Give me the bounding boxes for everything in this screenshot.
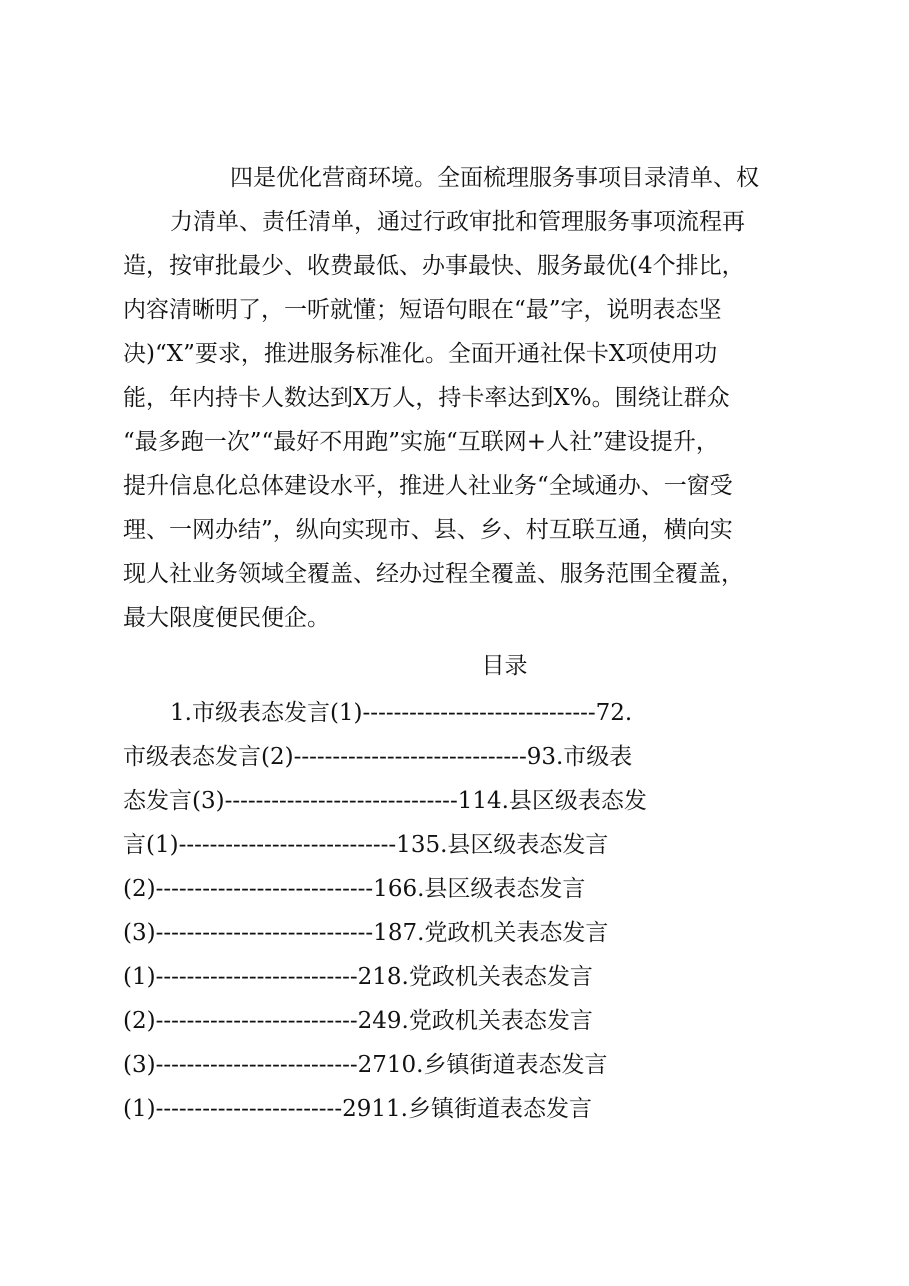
- paragraph-line: 内容清晰明了，一听就懂；短语句眼在“最”字，说明表态坚: [123, 297, 722, 323]
- toc-line: (2)----------------------------166.县区级表态发言: [123, 876, 586, 902]
- paragraph-line: 理、一网办结”，纵向实现市、县、乡、村互联互通，横向实: [123, 517, 733, 543]
- toc-line: 1.市级表态发言(1)------------------------------72.: [170, 700, 633, 726]
- paragraph-line: 力清单、责任清单，通过行政审批和管理服务事项流程再: [170, 209, 745, 235]
- paragraph-line: 造，按审批最少、收费最低、办事最快、服务最优(4个排比，: [123, 253, 745, 279]
- toc-line: (3)--------------------------2710.乡镇街道表态发言: [123, 1052, 608, 1078]
- toc-line: 言(1)----------------------------135.县区级表态发言: [123, 832, 609, 858]
- paragraph-line: 决)“X”要求，推进服务标准化。全面开通社保卡X项使用功: [123, 341, 718, 367]
- toc-line: 市级表态发言(2)------------------------------93.市级表: [123, 744, 633, 770]
- paragraph-line: 四是优化营商环境。全面梳理服务事项目录清单、权: [230, 165, 759, 191]
- toc-line: (2)--------------------------249.党政机关表态发言: [123, 1008, 593, 1034]
- toc-line: (3)----------------------------187.党政机关表态发言: [123, 920, 609, 946]
- paragraph-line: 现人社业务领域全覆盖、经办过程全覆盖、服务范围全覆盖，: [123, 561, 744, 587]
- paragraph-line: “最多跑一次”“最好不用跑”实施“互联网+人社”建设提升，: [123, 429, 719, 455]
- paragraph-line: 最大限度便民便企。: [123, 605, 330, 631]
- toc-line: 态发言(3)------------------------------114.县区级表态发: [123, 788, 647, 814]
- toc-line: (1)------------------------2911.乡镇街道表态发言: [123, 1096, 592, 1122]
- paragraph-line: 能，年内持卡人数达到X万人，持卡率达到X%。围绕让群众: [123, 385, 730, 411]
- paragraph-line: 提升信息化总体建设水平，推进人社业务“全域通办、一窗受: [123, 473, 733, 499]
- toc-title: 目录: [481, 653, 528, 679]
- toc-line: (1)--------------------------218.党政机关表态发言: [123, 964, 593, 990]
